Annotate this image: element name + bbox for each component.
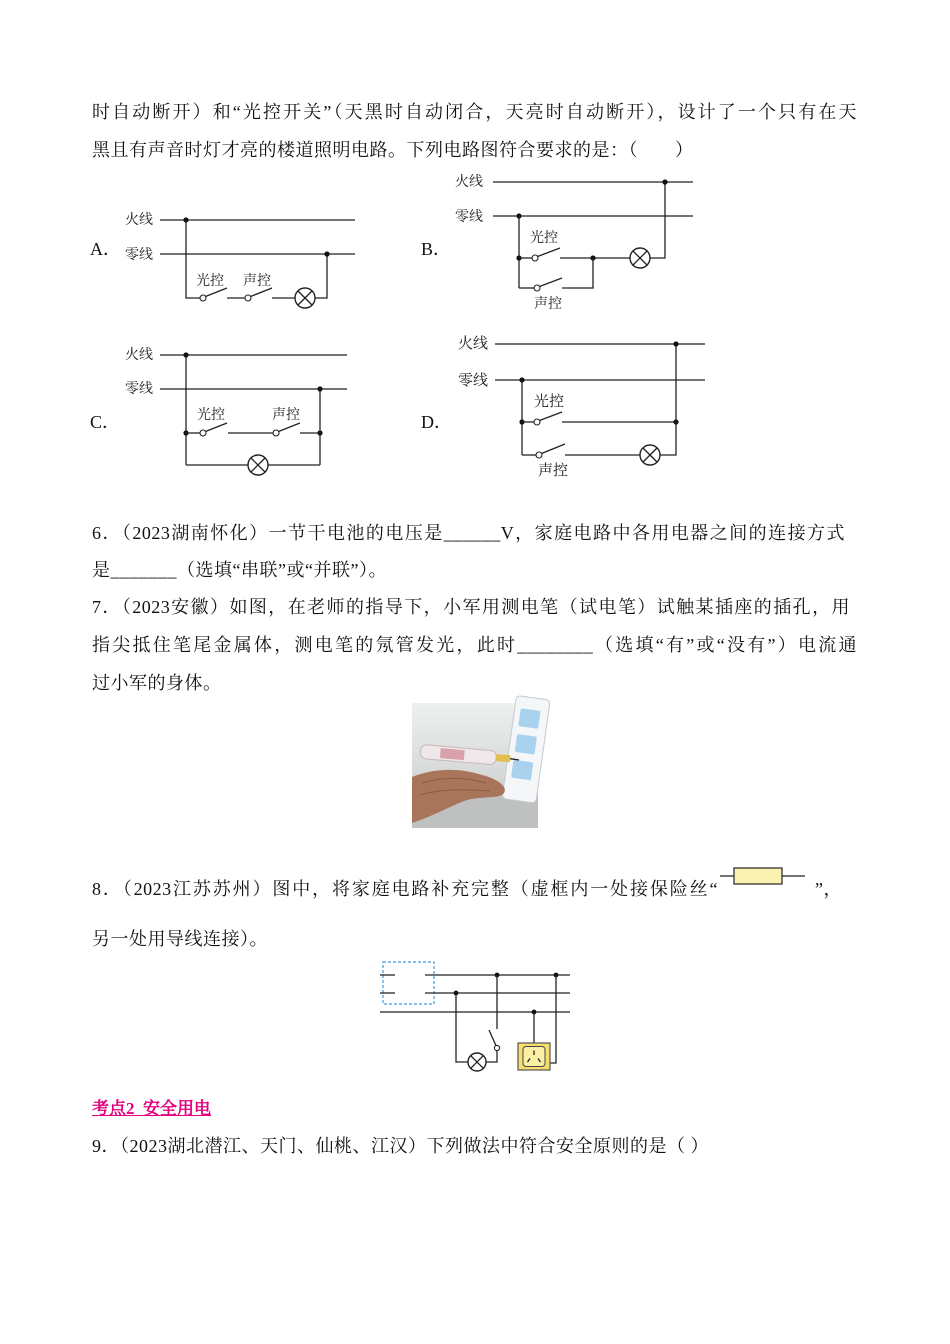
question-6-text-line-2: 是_______（选填“串联”或“并联”）。 [92,560,387,580]
sound-switch-label: 声控 [538,462,569,479]
branch-wire [562,258,593,288]
test-pen-photo [412,703,538,828]
socket-outlet [515,734,537,755]
test-pen-neon-tube [440,748,465,760]
switch-wire [486,1051,497,1062]
circuit-option-a [110,200,360,315]
live-wire-label: 火线 [455,173,483,189]
circuit-option-c [110,340,360,475]
lamp-icon [468,1053,486,1071]
sound-switch-pivot [273,430,279,436]
neutral-wire-label: 零线 [458,372,489,389]
fuse-body [734,868,782,884]
light-switch-label: 光控 [534,393,565,410]
circuit-option-d [450,330,710,485]
household-circuit [375,955,575,1080]
light-switch-pivot [200,430,206,436]
junction-dot [324,251,329,256]
question-7-text-line-3: 过小军的身体。 [92,673,222,693]
return-wire [315,254,327,298]
socket-outlet [511,760,533,781]
option-d-letter: D． [421,412,452,432]
junction-dot [317,386,322,391]
question-6-text-line-1: 6．（2023湖南怀化）一节干电池的电压是______V，家庭电路中各用电器之间的连接方式 [92,523,845,543]
circuit-option-b [450,165,700,315]
socket-face [523,1047,545,1067]
light-switch-blade [206,288,228,297]
test-pen-tip-collar [496,754,511,762]
neutral-wire-label: 零线 [125,380,153,396]
light-switch-blade [206,423,228,432]
return-wire [660,344,676,455]
lamp-icon [248,455,268,475]
sound-switch-pivot [536,452,542,458]
option-b-letter: B． [421,239,452,259]
question-7-text-line-2: 指尖抵住笔尾金属体，测电笔的氖管发光，此时________（选填“有”或“没有”）电流通 [92,635,857,655]
light-switch-label: 光控 [197,406,225,422]
question-5-text-line-1: 时自动断开）和“光控开关”（天黑时自动闭合，天亮时自动断开），设计了一个只有在天 [92,102,857,122]
switch-pivot [494,1045,499,1050]
dashed-box [383,962,434,1004]
light-switch-blade [538,248,561,257]
junction-dot [673,341,678,346]
socket-outlet [518,708,540,729]
sound-switch-label: 声控 [272,406,300,422]
light-switch-pivot [532,255,538,261]
neutral-wire-label: 零线 [455,208,483,224]
neutral-wire-label: 零线 [125,246,153,262]
lamp-icon [295,288,315,308]
question-5-text-line-2: 黑且有声音时灯才亮的楼道照明电路。下列电路图符合要求的是：（ ） [92,140,694,160]
question-7-text-line-1: 7．（2023安徽）如图，在老师的指导下，小军用测电笔（试电笔）试触某插座的插孔，用 [92,597,850,617]
live-wire-label: 火线 [458,335,489,352]
live-wire-label: 火线 [125,346,153,362]
light-switch-label: 光控 [530,229,558,245]
option-c-letter: C． [90,412,121,432]
lamp-icon [640,445,660,465]
question-8-closing-quote: ”， [815,879,842,899]
light-switch-pivot [534,419,540,425]
fuse-icon [718,864,808,888]
option-a-letter: A． [90,239,121,259]
light-switch-label: 光控 [196,272,224,288]
lamp-wire [456,993,468,1062]
socket-icon [518,1043,550,1070]
section-heading: 考点2 安全用电 [92,1099,211,1118]
sound-switch-pivot [245,295,251,301]
sound-switch-blade [542,444,566,454]
question-9-text-line-1: 9．（2023湖北潜江、天门、仙桃、江汉）下列做法中符合安全原则的是（ ） [92,1136,709,1156]
question-8-text-line-1: 8．（2023江苏苏州）图中，将家庭电路补充完整（虚框内一处接保险丝“ [92,879,718,899]
switch-blade [489,1030,496,1046]
live-wire-label: 火线 [125,211,153,227]
socket-live-wire [550,975,556,1063]
sound-switch-blade [251,288,273,297]
switch-icon [489,1030,500,1051]
question-8-text-line-2: 另一处用导线连接）。 [92,929,268,949]
junction-dot [662,179,667,184]
light-switch-blade [540,412,563,421]
return-wire [650,182,665,258]
lamp-icon [630,248,650,268]
light-switch-pivot [200,295,206,301]
sound-switch-label: 声控 [243,272,271,288]
sound-switch-blade [279,423,301,432]
sound-switch-blade [540,278,563,287]
sound-switch-label: 声控 [534,295,562,311]
sound-switch-pivot [534,285,540,291]
